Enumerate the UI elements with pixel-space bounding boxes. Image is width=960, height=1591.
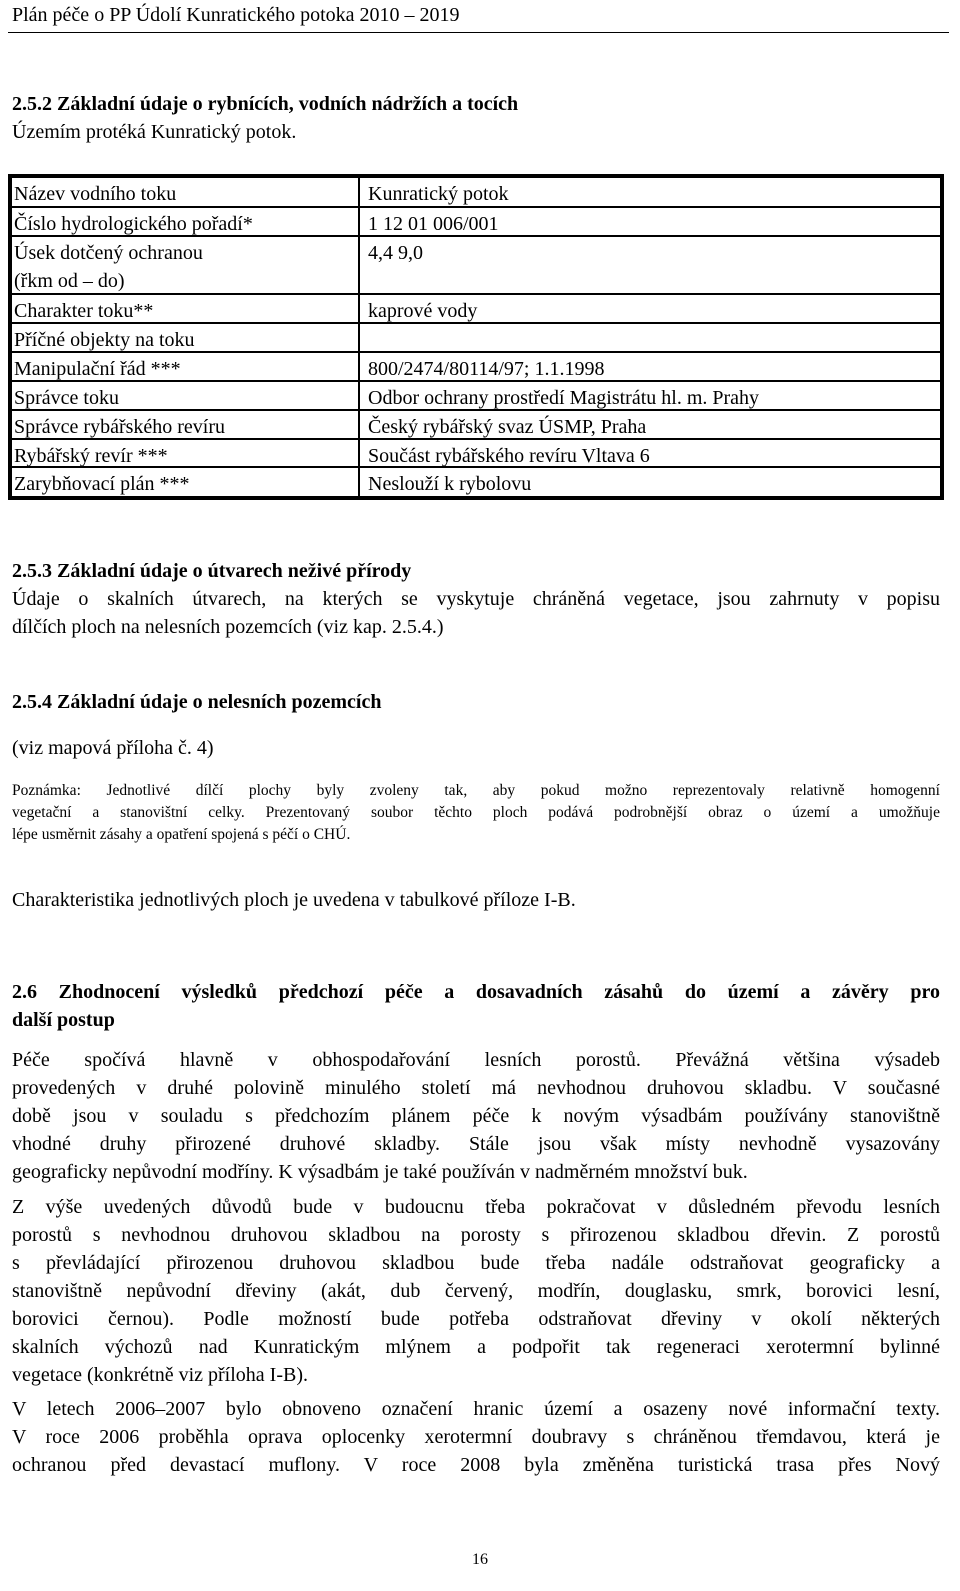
- page-number: 16: [472, 1551, 488, 1568]
- table-row: [12, 411, 940, 440]
- table-cell-label: Číslo hydrologického pořadí*: [14, 213, 253, 235]
- column-divider: [358, 237, 360, 293]
- section-2-5-3-text: [12, 585, 940, 641]
- heading-line: 2.6 Zhodnocení výsledků předchozí péče a dosavadních zásahů do území a závěry pro: [12, 981, 940, 1003]
- paragraph-line: vhodné druhy přirozené druhové skladby. Stále jsou však místy nevhodně vysazovány: [12, 1133, 940, 1155]
- table-row: [12, 237, 940, 295]
- table-cell-value: Kunratický potok: [368, 183, 509, 205]
- section-intro: Územím protéká Kunratický potok.: [12, 121, 297, 143]
- paragraph-line: V roce 2006 proběhla oprava oplocenky xerotermní doubravy s chráněnou třemdavou, která je: [12, 1426, 940, 1448]
- paragraph-line: Z výše uvedených důvodů bude v budoucnu třeba pokračovat v důsledném převodu lesních: [12, 1196, 940, 1218]
- paragraph-line: geograficky nepůvodní modříny. K výsadbám je také používán v nadměrném množství buk.: [12, 1161, 748, 1183]
- column-divider: [358, 382, 360, 409]
- column-divider: [358, 295, 360, 322]
- running-header: Plán péče o PP Údolí Kunratického potoka 2010 – 2019: [12, 4, 460, 26]
- table-cell-value: 4,4 9,0: [368, 242, 423, 264]
- table-cell-value: 800/2474/80114/97; 1.1.1998: [368, 358, 605, 380]
- characteristics-text: Charakteristika jednotlivých ploch je uvedena v tabulkové příloze I-B.: [12, 889, 576, 911]
- column-divider: [358, 208, 360, 235]
- map-reference: (viz mapová příloha č. 4): [12, 737, 214, 759]
- table-cell-label: Rybářský revír ***: [14, 445, 168, 467]
- table-cell-label-sub: (řkm od – do): [14, 270, 125, 292]
- table-row: [12, 178, 940, 208]
- table-cell-label: Příčné objekty na toku: [14, 329, 195, 351]
- column-divider: [358, 411, 360, 438]
- table-cell-label: Zarybňovací plán ***: [14, 473, 190, 495]
- section-heading-2-5-2: 2.5.2 Základní údaje o rybnících, vodních nádržích a tocích: [12, 93, 519, 115]
- table-row: [12, 295, 940, 324]
- paragraph-line: V letech 2006–2007 bylo obnoveno označení hranic území a osazeny nové informační texty.: [12, 1398, 940, 1420]
- section-heading-2-5-3: 2.5.3 Základní údaje o útvarech neživé přírody: [12, 560, 412, 582]
- paragraph-2: [12, 1193, 940, 1389]
- table-cell-label: Úsek dotčený ochranou: [14, 242, 203, 264]
- table-row: [12, 353, 940, 382]
- paragraph-1: [12, 1046, 940, 1186]
- column-divider: [358, 468, 360, 496]
- table-cell-label: Název vodního toku: [14, 183, 177, 205]
- table-cell-value: Součást rybářského revíru Vltava 6: [368, 445, 650, 467]
- paragraph-line: stanovištně nepůvodní dřeviny (akát, dub červený, modřín, douglasku, smrk, borovici lesní,: [12, 1280, 940, 1302]
- paragraph-line: době jsou v souladu s předchozím plánem péče k novým výsadbám používány stanovištně: [12, 1105, 940, 1127]
- paragraph-line: Péče spočívá hlavně v obhospodařování lesních porostů. Převážná většina výsadeb: [12, 1049, 940, 1071]
- header-rule: [8, 32, 949, 33]
- table-row: [12, 440, 940, 468]
- paragraph-line: skalních výchozů nad Kunratickým mlýnem a podpořit tak regeneraci xerotermní bylinné: [12, 1336, 940, 1358]
- note-paragraph: [12, 780, 940, 846]
- table-row: [12, 468, 940, 496]
- paragraph-line: porostů s nevhodnou druhovou skladbou na porosty s přirozenou skladbou dřevin. Z porostů: [12, 1224, 940, 1246]
- table-cell-value: 1 12 01 006/001: [368, 213, 499, 235]
- paragraph-line: borovici černou). Podle možností bude potřeba odstraňovat dřeviny v okolí některých: [12, 1308, 940, 1330]
- paragraph-line: Údaje o skalních útvarech, na kterých se vyskytuje chráněná vegetace, jsou zahrnuty v popisu: [12, 588, 940, 610]
- table-cell-label: Manipulační řád ***: [14, 358, 181, 380]
- table-cell-label: Charakter toku**: [14, 300, 154, 322]
- table-cell-value: Český rybářský svaz ÚSMP, Praha: [368, 416, 647, 438]
- table-cell-label: Správce rybářského revíru: [14, 416, 226, 438]
- column-divider: [358, 440, 360, 466]
- table-row: [12, 208, 940, 237]
- table-row: [12, 324, 940, 353]
- note-line: Poznámka: Jednotlivé dílčí plochy byly zvoleny tak, aby pokud možno reprezentovaly relativně homogenní: [12, 782, 940, 799]
- paragraph-line: dílčích ploch na nelesních pozemcích (viz kap. 2.5.4.): [12, 616, 444, 638]
- paragraph-3: [12, 1395, 940, 1479]
- paragraph-line: ochranou před devastací muflony. V roce 2008 byla změněna turistická trasa přes Nový: [12, 1454, 940, 1476]
- table-cell-value: Neslouží k rybolovu: [368, 473, 532, 495]
- paragraph-line: vegetace (konkrétně viz příloha I-B).: [12, 1364, 308, 1386]
- section-heading-2-5-4: 2.5.4 Základní údaje o nelesních pozemcích: [12, 691, 382, 713]
- table-cell-label: Správce toku: [14, 387, 119, 409]
- table-row: [12, 382, 940, 411]
- paragraph-line: s převládající přirozenou druhovou skladbou bude třeba nadále odstraňovat geograficky a: [12, 1252, 940, 1274]
- column-divider: [358, 353, 360, 380]
- paragraph-line: provedených v druhé polovině minulého století má nevhodnou druhovou skladbu. V současné: [12, 1077, 940, 1099]
- column-divider: [358, 178, 360, 206]
- table-cell-value: kaprové vody: [368, 300, 478, 322]
- table-cell-value: Odbor ochrany prostředí Magistrátu hl. m. Prahy: [368, 387, 760, 409]
- water-course-table: [8, 174, 944, 500]
- heading-line: další postup: [12, 1009, 115, 1031]
- note-line: vegetační a stanovištní celky. Prezentovaný soubor těchto ploch podává podrobnější obraz o území a umožňuje: [12, 804, 940, 821]
- note-line: lépe usměrnit zásahy a opatření spojená s péčí o CHÚ.: [12, 826, 351, 843]
- column-divider: [358, 324, 360, 351]
- section-heading-2-6: [12, 978, 940, 1034]
